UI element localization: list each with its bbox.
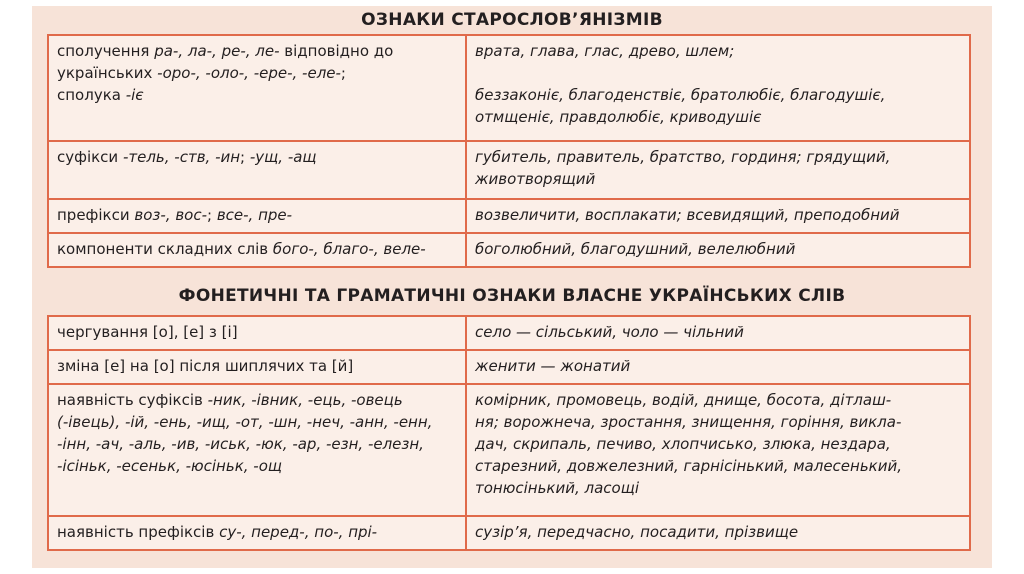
feature-text: чергування [о], [е] з [і] bbox=[57, 323, 238, 341]
table-row bbox=[48, 384, 970, 516]
table-row bbox=[48, 141, 970, 199]
feature-text: суфікси bbox=[57, 148, 123, 166]
feature-morpheme: -ущ, -ащ bbox=[249, 148, 317, 166]
feature-morpheme: воз-, вос- bbox=[134, 206, 207, 224]
examples-cell bbox=[466, 516, 970, 550]
examples-line: тонюсінький, ласощі bbox=[475, 479, 640, 497]
table-row bbox=[48, 516, 970, 550]
feature-cell bbox=[48, 141, 466, 199]
feature-morpheme: -ісіньк, -есеньк, -юсіньк, -ощ bbox=[57, 457, 283, 475]
feature-cell bbox=[48, 384, 466, 516]
feature-cell bbox=[48, 350, 466, 384]
feature-text: префікси bbox=[57, 206, 135, 224]
table-row bbox=[48, 199, 970, 233]
table-old-slavonic bbox=[47, 34, 971, 268]
examples-line: губитель, правитель, братство, гординя; грядущий, bbox=[475, 148, 891, 166]
feature-morpheme: бого-, благо-, веле- bbox=[272, 240, 426, 258]
examples-cell bbox=[466, 141, 970, 199]
examples-line: село — сільський, чоло — чільний bbox=[475, 323, 744, 341]
examples-cell bbox=[466, 316, 970, 350]
feature-cell bbox=[48, 233, 466, 267]
heading-ukrainian-features: ФОНЕТИЧНІ ТА ГРАМАТИЧНІ ОЗНАКИ ВЛАСНЕ УКРАЇНСЬКИХ СЛІВ bbox=[178, 286, 846, 306]
examples-cell bbox=[466, 350, 970, 384]
feature-morpheme: -тель, -ств, -ин bbox=[122, 148, 241, 166]
examples-cell bbox=[466, 384, 970, 516]
examples-line: старезний, довжелезний, гарнісінький, малесенький, bbox=[475, 457, 903, 475]
examples-line: боголюбний, благодушний, велелюбний bbox=[475, 240, 796, 258]
examples-line: животворящий bbox=[475, 170, 596, 188]
table-row bbox=[48, 233, 970, 267]
examples-line: сузір’я, передчасно, посадити, прізвище bbox=[475, 523, 799, 541]
feature-text: сполучення bbox=[57, 42, 155, 60]
feature-morpheme: (-івець), -ій, -ень, -ищ, -от, -шн, -неч, -анн, -енн, bbox=[57, 413, 433, 431]
feature-morpheme: -ник, -івник, -ець, -овець bbox=[207, 391, 403, 409]
table-row bbox=[48, 316, 970, 350]
examples-line: ня; ворожнеча, зростання, знищення, горіння, викла- bbox=[475, 413, 902, 431]
heading-old-slavonic: ОЗНАКИ СТАРОСЛОВ’ЯНІЗМІВ bbox=[361, 10, 663, 30]
feature-morpheme: су-, перед-, по-, прі- bbox=[219, 523, 378, 541]
feature-morpheme: -оро-, -оло-, -ере-, -еле- bbox=[157, 64, 341, 82]
examples-line: комірник, промовець, водій, днище, босота, дітлаш- bbox=[475, 391, 892, 409]
page bbox=[32, 6, 992, 568]
feature-cell bbox=[48, 516, 466, 550]
feature-cell bbox=[48, 199, 466, 233]
feature-morpheme: все-, пре- bbox=[216, 206, 293, 224]
feature-text: відповідно до bbox=[279, 42, 394, 60]
feature-text: наявність суфіксів bbox=[57, 391, 208, 409]
feature-text: ; bbox=[207, 206, 217, 224]
examples-line: возвеличити, восплакати; всевидящий, преподобний bbox=[475, 206, 900, 224]
examples-line: врата, глава, глас, древо, шлем; bbox=[475, 42, 735, 60]
feature-text: компоненти складних слів bbox=[57, 240, 273, 258]
examples-line: дач, скрипаль, печиво, хлопчисько, злюка, нездара, bbox=[475, 435, 891, 453]
feature-text: сполука bbox=[57, 86, 126, 104]
feature-morpheme: -іє bbox=[125, 86, 144, 104]
examples-line: беззаконіє, благоденствіє, братолюбіє, благодушіє, bbox=[475, 86, 886, 104]
feature-text: наявність префіксів bbox=[57, 523, 220, 541]
table-row bbox=[48, 35, 970, 141]
examples-cell bbox=[466, 233, 970, 267]
examples-cell bbox=[466, 35, 970, 141]
feature-text: українських bbox=[57, 64, 158, 82]
feature-morpheme: -інн, -ач, -аль, -ив, -иськ, -юк, -ар, -езн, -елезн, bbox=[57, 435, 424, 453]
feature-morpheme: ра-, ла-, ре-, ле- bbox=[154, 42, 280, 60]
examples-line: отмщеніє, правдолюбіє, криводушіє bbox=[475, 108, 762, 126]
examples-cell bbox=[466, 199, 970, 233]
feature-cell bbox=[48, 35, 466, 141]
examples-line: женити — жонатий bbox=[475, 357, 631, 375]
table-row bbox=[48, 350, 970, 384]
feature-text: ; bbox=[340, 64, 346, 82]
feature-text: зміна [е] на [о] після шиплячих та [й] bbox=[57, 357, 354, 375]
feature-cell bbox=[48, 316, 466, 350]
feature-text: ; bbox=[240, 148, 250, 166]
table-ukrainian-features bbox=[47, 315, 971, 551]
